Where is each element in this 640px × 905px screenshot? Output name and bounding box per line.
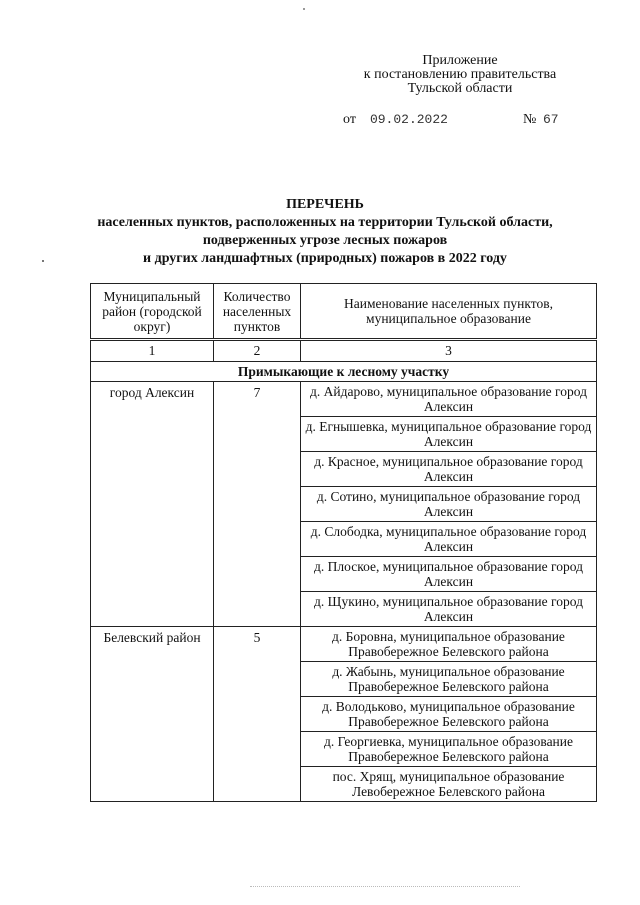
- column-number: 2: [214, 340, 301, 362]
- title-line: и других ландшафтных (природных) пожаров в 2022 году: [143, 251, 507, 266]
- district-cell: Белевский район: [91, 627, 214, 802]
- number-label: №: [523, 112, 537, 127]
- scan-speck: [303, 8, 305, 10]
- table-row: [91, 627, 597, 662]
- column-number: 1: [91, 340, 214, 362]
- column-number-row: [91, 340, 597, 362]
- settlement-cell: д. Айдарово, муниципальное образование город Алексин: [301, 382, 597, 417]
- settlement-cell: д. Плоское, муниципальное образование город Алексин: [301, 557, 597, 592]
- date-number-line: [343, 112, 559, 128]
- scan-speck: [42, 260, 44, 262]
- settlement-cell: д. Георгиевка, муниципальное образование Правобережное Белевского района: [301, 732, 597, 767]
- table-header-row: [91, 284, 597, 340]
- header-count: Количество населенных пунктов: [214, 284, 301, 340]
- settlement-cell: д. Боровна, муниципальное образование Правобережное Белевского района: [301, 627, 597, 662]
- appendix-line: Приложение: [422, 53, 498, 68]
- settlements-table: [90, 283, 597, 802]
- column-number: 3: [301, 340, 597, 362]
- appendix-block: [330, 54, 590, 96]
- settlement-cell: д. Володьково, муниципальное образование Правобережное Белевского района: [301, 697, 597, 732]
- settlement-cell: д. Сотино, муниципальное образование город Алексин: [301, 487, 597, 522]
- settlement-cell: пос. Хрящ, муниципальное образование Левобережное Белевского района: [301, 767, 597, 802]
- table-row: [91, 382, 597, 417]
- document-number: 67: [543, 112, 559, 127]
- date-prefix: от: [343, 112, 356, 127]
- scan-artifact: [250, 886, 520, 889]
- title-line: подверженных угрозе лесных пожаров: [202, 233, 448, 248]
- count-cell: 5: [214, 627, 301, 802]
- section-row: [91, 362, 597, 382]
- settlement-cell: д. Щукино, муниципальное образование город Алексин: [301, 592, 597, 627]
- section-title: Примыкающие к лесному участку: [91, 362, 597, 382]
- document-date: 09.02.2022: [369, 112, 448, 127]
- settlement-cell: д. Егнышевка, муниципальное образование город Алексин: [301, 417, 597, 452]
- district-cell: город Алексин: [91, 382, 214, 627]
- header-settlements: Наименование населенных пунктов, муниципальное образование: [301, 284, 597, 340]
- header-district: Муниципальный район (городской округ): [91, 284, 214, 340]
- title-line: населенных пунктов, расположенных на территории Тульской области,: [97, 215, 553, 230]
- settlement-cell: д. Жабынь, муниципальное образование Правобережное Белевского района: [301, 662, 597, 697]
- appendix-line: к постановлению правительства: [363, 67, 557, 82]
- document-title: [60, 196, 590, 268]
- title-heading: ПЕРЕЧЕНЬ: [286, 197, 364, 212]
- count-cell: 7: [214, 382, 301, 627]
- settlement-cell: д. Слободка, муниципальное образование город Алексин: [301, 522, 597, 557]
- appendix-line: Тульской области: [407, 81, 513, 96]
- settlement-cell: д. Красное, муниципальное образование город Алексин: [301, 452, 597, 487]
